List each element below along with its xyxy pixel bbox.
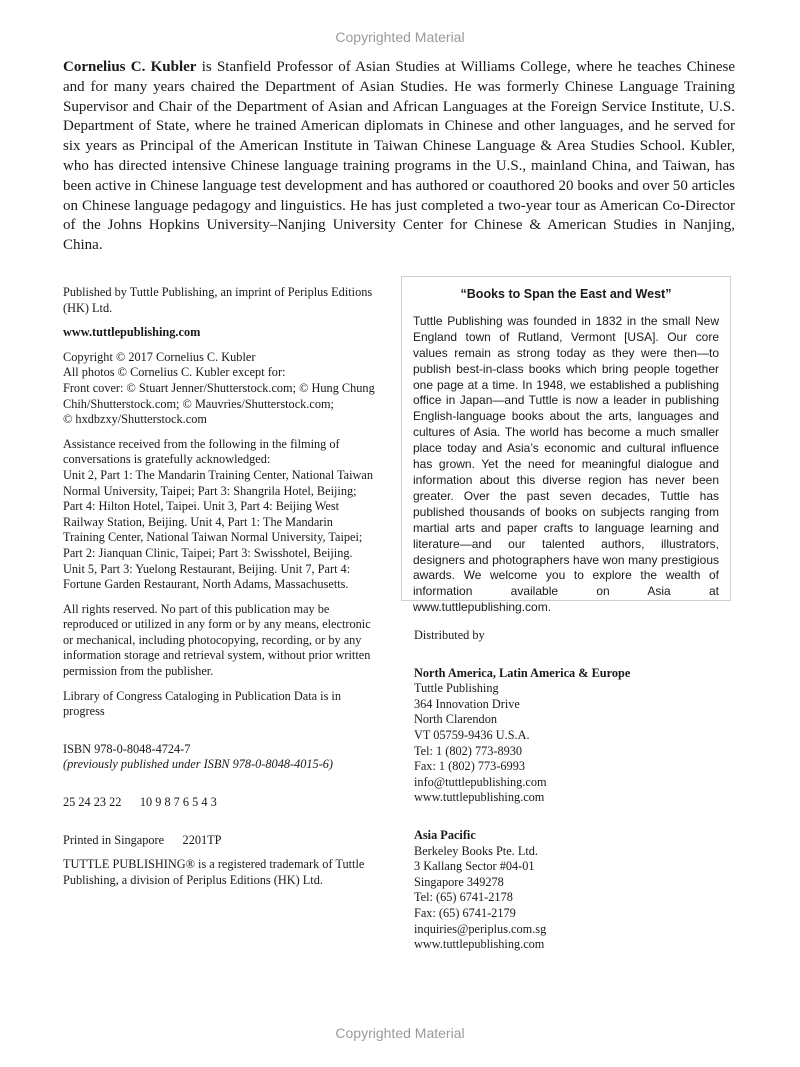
na-line: VT 05759-9436 U.S.A.: [414, 727, 530, 742]
copyright-notice: Copyright © 2017 Cornelius C. Kubler: [63, 349, 256, 364]
na-line: North Clarendon: [414, 712, 497, 727]
ap-phone: Tel: (65) 6741-2178: [414, 890, 513, 905]
filming-locations: Unit 2, Part 1: The Mandarin Training Center, National Taiwan Normal University, Taipei; Part 3: Shangrila Hotel, Beijing; Part 4: Hilton Hotel, Taipei. Unit 3, Part 4: Beijing West Railway Station, Beijing. Unit 4, Part 1: The Mandarin Training Center, National Taiwan Normal University, Taipei; Part 2: Jianquan Clinic, Taipei; Part 3: Swisshotel, Beijing. Unit 5, Part 3: Yuelong Restaurant, Beijing. Unit 7, Part 4: Fortune Garden Restaurant, North Adams, Massachusetts.: [63, 467, 374, 592]
rights-notice: All rights reserved. No part of this publication may be reproduced or utilized in any form or by any means, electronic or mechanical, including photocopying, recording, or by any information storage and retrieval system, without prior written permission from the publisher.: [63, 601, 371, 679]
copyright-watermark-bottom: Copyrighted Material: [335, 1025, 465, 1041]
ap-line: Singapore 349278: [414, 874, 504, 889]
copyright-watermark-top: Copyrighted Material: [335, 29, 465, 45]
publisher-website[interactable]: www.tuttlepublishing.com: [63, 325, 201, 340]
published-by: Published by Tuttle Publishing, an imprint of Periplus Editions (HK) Ltd.: [63, 285, 373, 315]
ap-line: 3 Kallang Sector #04-01: [414, 859, 535, 874]
na-fax: Fax: 1 (802) 773-6993: [414, 759, 526, 774]
isbn: ISBN 978-0-8048-4724-7: [63, 741, 191, 756]
author-bio-text: is Stanfield Professor of Asian Studies at Williams College, where he teaches Chinese and for many years chaired the Department of Asian Studies. He was formerly Chinese Language Training Supervisor and Chair of the Department of Asian and African Languages at the Foreign Service Institute, U.S. Department of State, where he trained American diplomats in Chinese and other languages, and he served for six years as Principal of the American Institute in Taiwan Chinese Language & Area Studies School. Kubler, who has directed intensive Chinese language training programs in the U.S., mainland China, and Taiwan, has been active in Chinese language test development and has authored or coauthored 20 books and over 50 articles on Chinese language pedagogy and linguistics. He has just completed a two-year tour as American Co-Director of the Johns Hopkins University–Nanjing University Center for Chinese & American Studies in Nanjing, China.: [63, 59, 735, 254]
box-body: Tuttle Publishing was founded in 1832 in the small New England town of Rutland, Vermont [USA]. Our core values remain as strong today as they were then—to publish best-in-class books which bring people together one page at a time. In 1948, we established a publishing office in Japan—and Tuttle is now a leader in publishing English-language books about the arts, languages and cultures of Asia. The world has become a much smaller place today and Asia’s economic and cultural influence has grown. Yet the need for meaningful dialogue and information about this diverse region has never been greater. Over the past seven decades, Tuttle has published thousands of books on subjects ranging from martial arts and paper crafts to language learning and literature—and our talented authors, illustrators, designers and photographers have won many prestigious awards. We welcome you to explore the wealth of information available on Asia at www.tuttlepublishing.com.: [413, 313, 719, 615]
na-website[interactable]: www.tuttlepublishing.com: [414, 790, 545, 805]
ap-email[interactable]: inquiries@periplus.com.sg: [414, 921, 547, 936]
na-email[interactable]: info@tuttlepublishing.com: [414, 774, 547, 789]
ap-address: [414, 844, 734, 953]
distributed-heading: Distributed by: [414, 628, 485, 642]
box-title: “Books to Span the East and West”: [460, 287, 672, 301]
assistance-note: Assistance received from the following in the filming of conversations is gratefully acknowledged:: [63, 436, 340, 467]
printed-in: Printed in Singapore 2201TP: [63, 832, 222, 847]
isbn-previous: (previously published under ISBN 978-0-8048-4015-6): [63, 757, 334, 772]
photo-credit: © hxdbzxy/Shutterstock.com: [63, 412, 207, 427]
na-region-heading: North America, Latin America & Europe: [414, 665, 631, 680]
na-address: [414, 681, 734, 806]
na-line: Tuttle Publishing: [414, 681, 499, 696]
loc-cataloging: Library of Congress Cataloging in Publication Data is in progress: [63, 688, 342, 719]
publisher-info-box: [401, 276, 731, 615]
copyright-column: [63, 285, 375, 888]
author-name: Cornelius C. Kubler: [63, 59, 197, 75]
ap-line: Berkeley Books Pte. Ltd.: [414, 843, 538, 858]
ap-website[interactable]: www.tuttlepublishing.com: [414, 937, 545, 952]
front-cover-credits: Front cover: © Stuart Jenner/Shutterstock.com; © Hung Chung Chih/Shutterstock.com; © Mauvries/Shutterstock.com;: [63, 380, 375, 411]
ap-region-heading: Asia Pacific: [414, 827, 476, 842]
ap-fax: Fax: (65) 6741-2179: [414, 905, 516, 920]
distribution-column: [414, 628, 734, 953]
trademark-notice: TUTTLE PUBLISHING® is a registered trademark of Tuttle Publishing, a division of Periplus Editions (HK) Ltd.: [63, 857, 365, 887]
na-line: 364 Innovation Drive: [414, 696, 520, 711]
print-numbers: 25 24 23 22 10 9 8 7 6 5 4 3: [63, 795, 217, 810]
photo-credits-intro: All photos © Cornelius C. Kubler except for:: [63, 365, 286, 380]
author-bio: [63, 58, 735, 256]
na-phone: Tel: 1 (802) 773-8930: [414, 743, 523, 758]
